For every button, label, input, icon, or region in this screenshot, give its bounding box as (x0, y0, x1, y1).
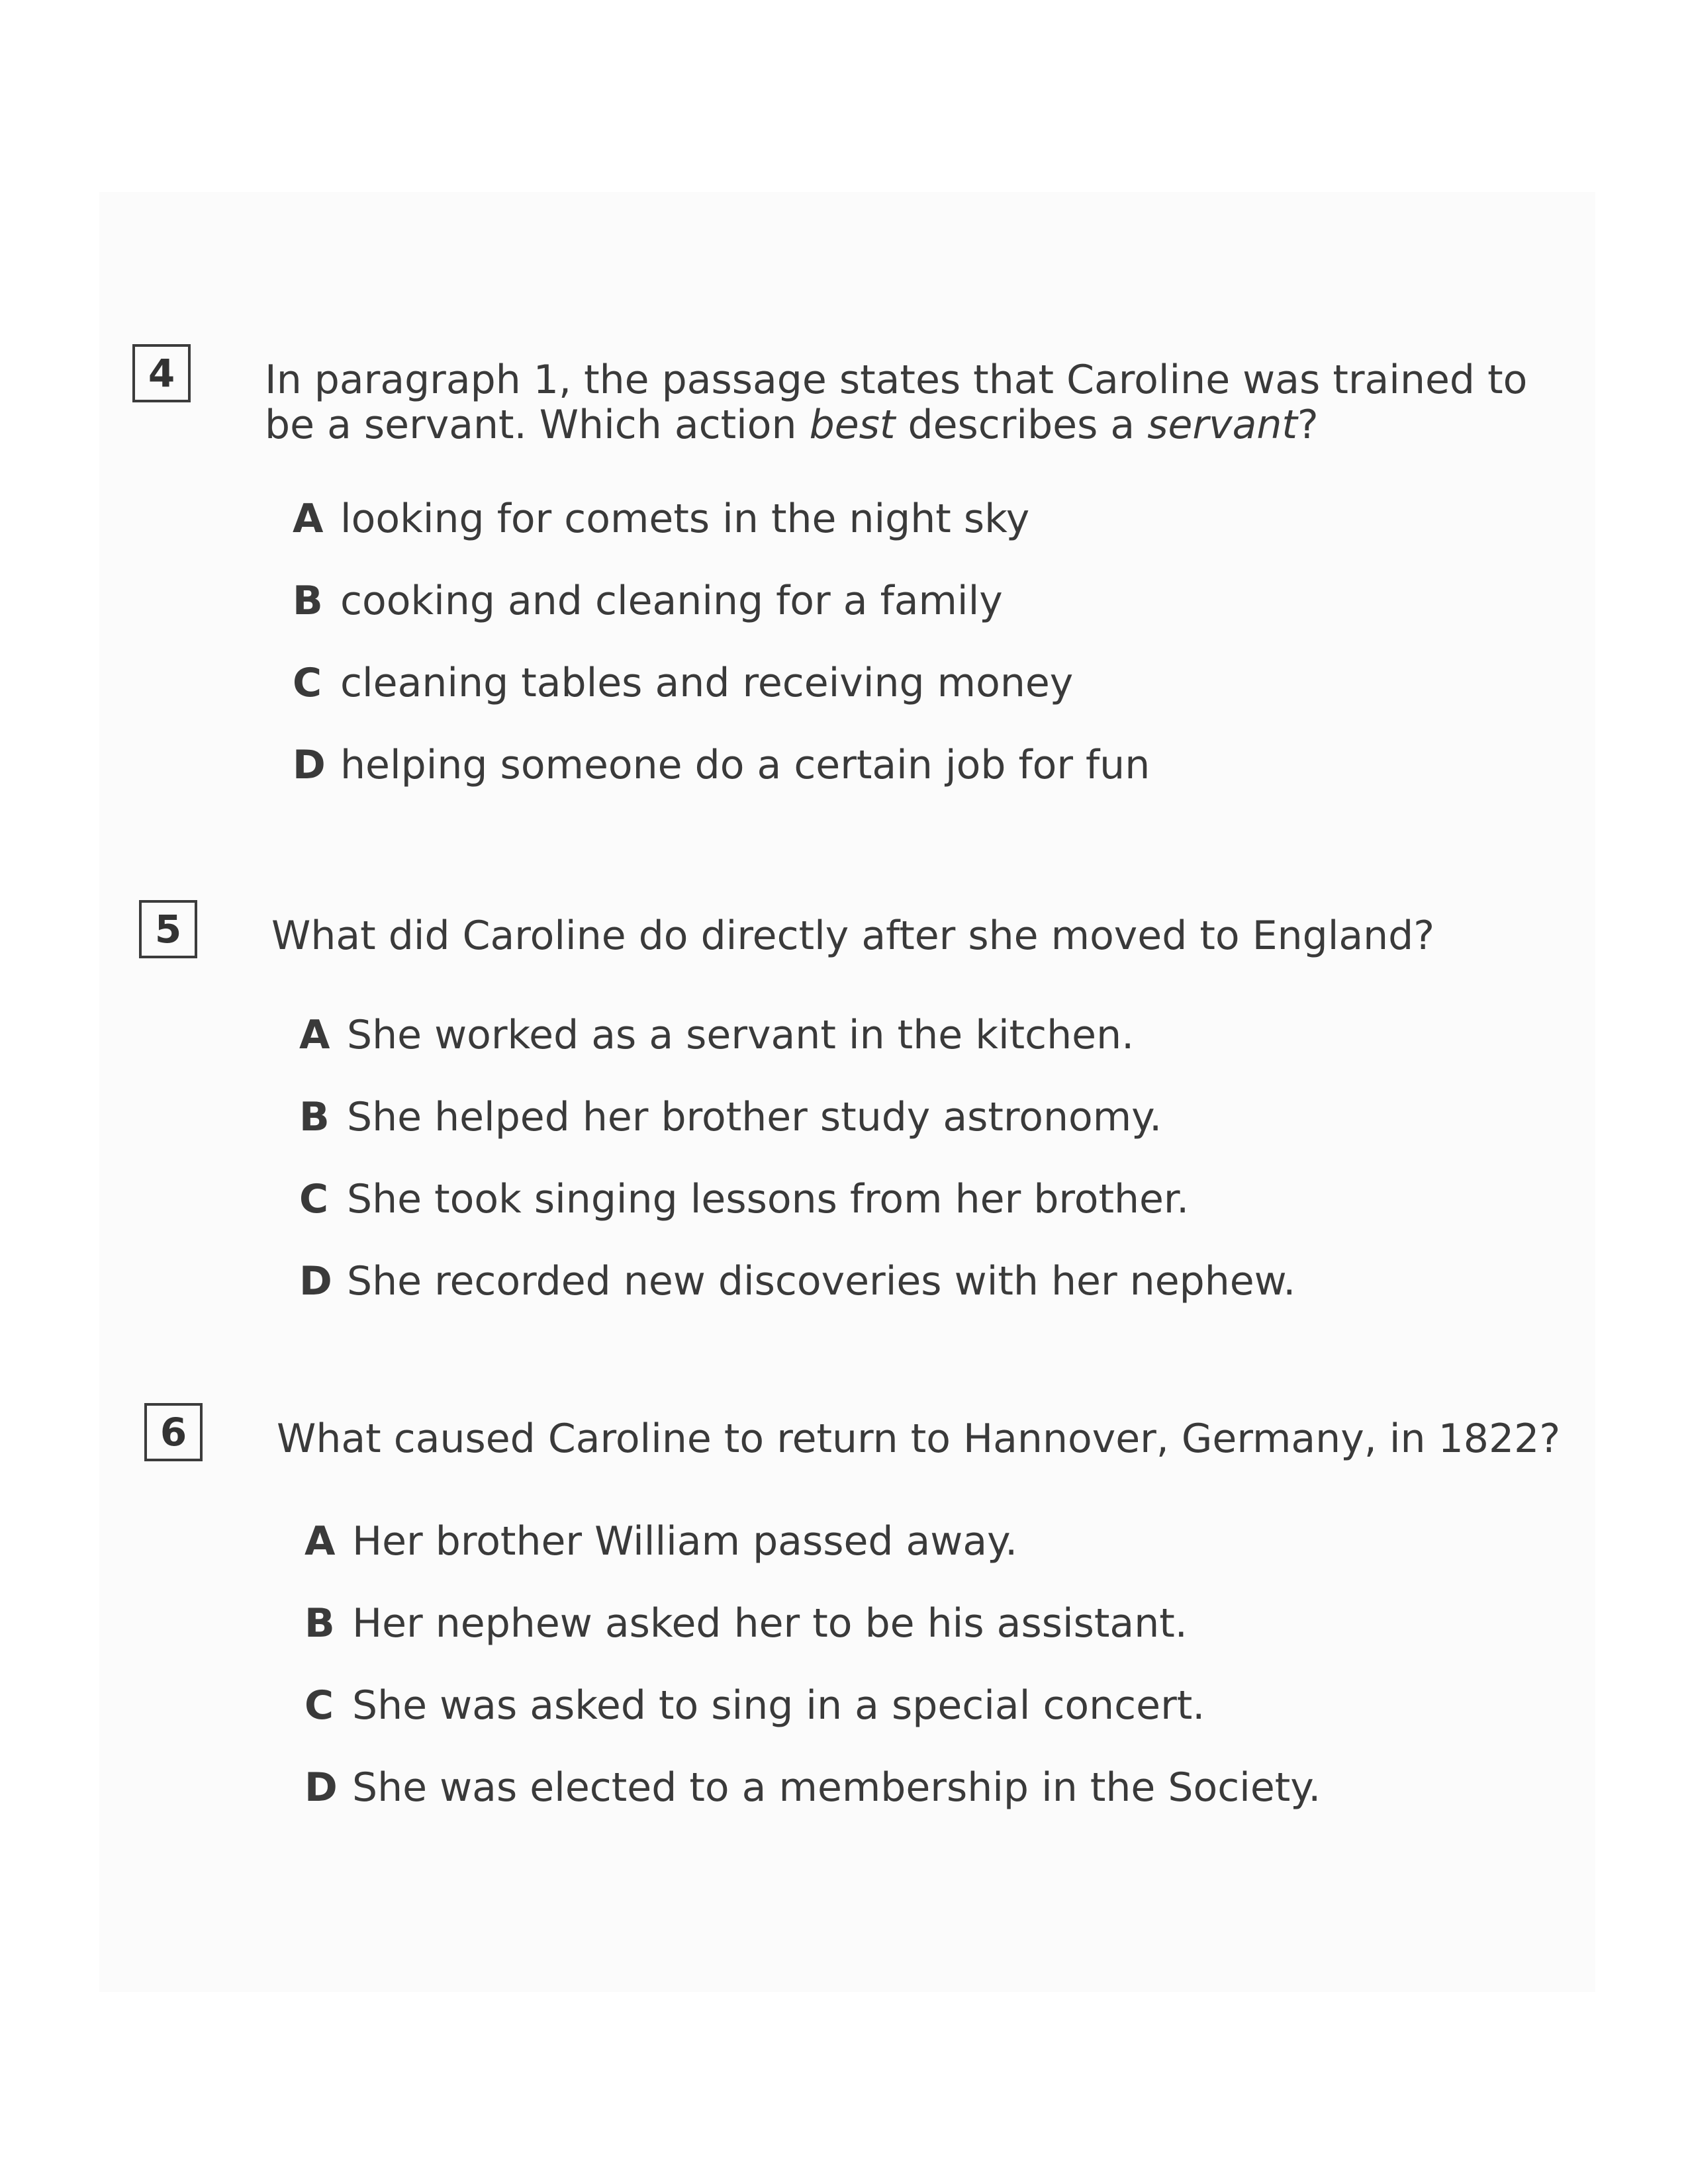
stem-emphasis: best (809, 402, 896, 448)
choice-text: helping someone do a certain job for fun (340, 742, 1150, 788)
choice-letter: B (293, 578, 323, 624)
choice-text: She helped her brother study astronomy. (347, 1094, 1162, 1140)
stem-text: ? (1297, 402, 1319, 448)
question-stem: What did Caroline do directly after she moved to England? (271, 913, 1435, 959)
answer-choices (305, 1519, 1321, 1847)
choice-letter: A (299, 1012, 330, 1058)
choice-letter: A (293, 496, 324, 542)
answer-choice-d[interactable] (293, 743, 1150, 825)
choice-text: She recorded new discoveries with her nephew. (347, 1258, 1296, 1304)
choice-text: She took singing lessons from her brother. (347, 1176, 1190, 1222)
choice-text: She was elected to a membership in the Society. (352, 1764, 1321, 1811)
answer-choice-d[interactable] (305, 1765, 1321, 1847)
question-number-box: 4 (132, 344, 191, 402)
answer-choice-a[interactable] (293, 496, 1150, 578)
choice-letter: B (305, 1600, 335, 1647)
answer-choices (299, 1013, 1295, 1341)
question-4 (132, 344, 1622, 794)
stem-text: describes a (895, 402, 1148, 448)
choice-letter: D (293, 742, 326, 788)
choice-text: She was asked to sing in a special concert. (352, 1682, 1205, 1729)
choice-text: She worked as a servant in the kitchen. (347, 1012, 1135, 1058)
answer-choice-d[interactable] (299, 1259, 1295, 1341)
choice-text: cooking and cleaning for a family (340, 578, 1003, 624)
choice-text: Her brother William passed away. (352, 1518, 1018, 1565)
choice-letter: B (299, 1094, 330, 1140)
choice-letter: C (299, 1176, 329, 1222)
choice-letter: D (299, 1258, 332, 1304)
choice-letter: A (305, 1518, 336, 1565)
question-stem (265, 357, 1575, 447)
question-6 (144, 1403, 1634, 1853)
answer-choice-c[interactable] (305, 1683, 1321, 1765)
question-number-box: 6 (144, 1403, 203, 1461)
choice-letter: C (305, 1682, 334, 1729)
question-stem: What caused Caroline to return to Hannover, Germany, in 1822? (277, 1416, 1561, 1462)
answer-choice-b[interactable] (293, 578, 1150, 660)
choice-text: looking for comets in the night sky (340, 496, 1030, 542)
question-number-box: 5 (139, 900, 197, 958)
question-5 (139, 900, 1628, 1350)
answer-choice-a[interactable] (299, 1013, 1295, 1095)
answer-choice-a[interactable] (305, 1519, 1321, 1601)
stem-emphasis: servant (1147, 402, 1297, 448)
answer-choice-b[interactable] (299, 1095, 1295, 1177)
answer-choice-c[interactable] (299, 1177, 1295, 1259)
answer-choice-c[interactable] (293, 660, 1150, 743)
choice-text: Her nephew asked her to be his assistant. (352, 1600, 1188, 1647)
stem-text: In paragraph 1, the passage states that Caroline was trained to be a servant. Which action (265, 357, 1528, 448)
answer-choice-b[interactable] (305, 1601, 1321, 1683)
choice-text: cleaning tables and receiving money (340, 660, 1074, 706)
choice-letter: C (293, 660, 322, 706)
choice-letter: D (305, 1764, 338, 1811)
answer-choices (293, 496, 1150, 825)
